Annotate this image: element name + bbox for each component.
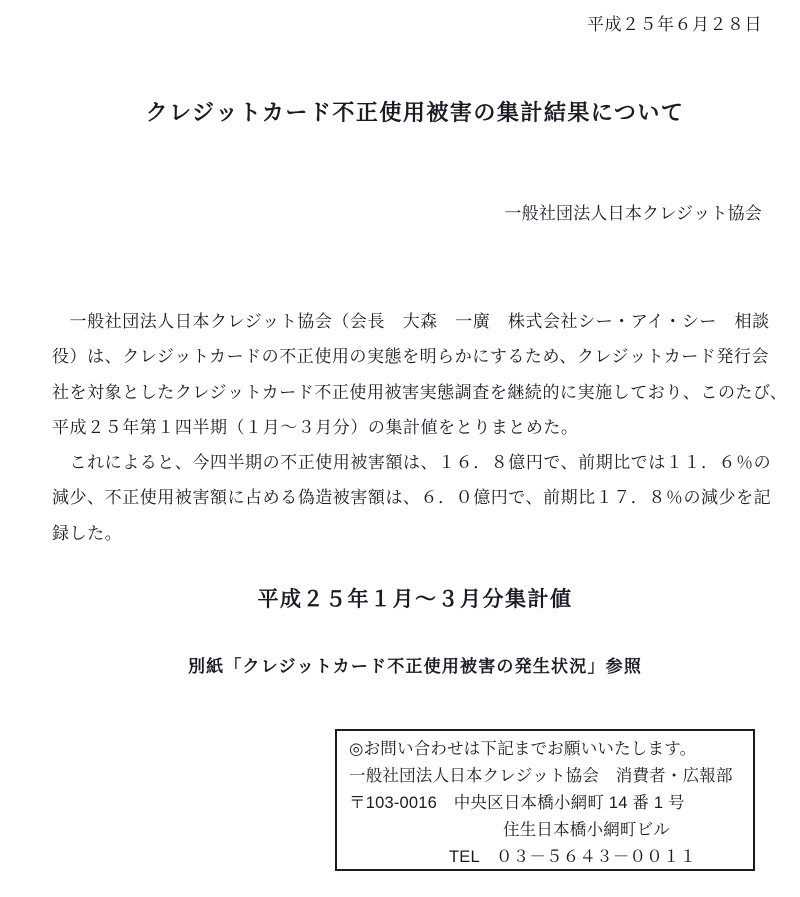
period-subheading: 平成２５年１月～３月分集計値 <box>257 588 573 611</box>
author-organization: 一般社団法人日本クレジット協会 <box>504 204 762 223</box>
contact-telephone: TEL ０３－５６４３－００１１ <box>449 848 697 866</box>
body-text <box>52 304 788 551</box>
body-line: これによると、今四半期の不正使用被害額は、１６．８億円で、前期比では１１．６％の <box>52 453 772 473</box>
body-line: 録した。 <box>52 523 123 543</box>
body-line: 減少、不正使用被害額に占める偽造被害額は、６．０億円で、前期比１７．８％の減少を記 <box>52 488 772 508</box>
contact-address: 〒103-0016 中央区日本橋小網町 14 番 1 号 <box>349 794 685 812</box>
contact-building: 住生日本橋小網町ビル <box>503 821 670 839</box>
body-line: 平成２５年第１四半期（１月～３月分）の集計値をとりまとめた。 <box>52 417 579 437</box>
body-line: 一般社団法人日本クレジット協会（会長 大森 一廣 株式会社シー・アイ・シー 相談 <box>52 312 770 331</box>
body-line: 役）は、クレジットカードの不正使用の実態を明らかにするため、クレジットカード発行会 <box>52 347 769 367</box>
contact-organization: 一般社団法人日本クレジット協会 消費者・広報部 <box>349 767 733 785</box>
document-date: 平成２５年６月２８日 <box>587 15 762 34</box>
attachment-reference: 別紙「クレジットカード不正使用被害の発生状況」参照 <box>187 657 643 676</box>
body-line: 社を対象としたクレジットカード不正使用被害実態調査を継続的に実施しており、このたび、 <box>52 382 788 402</box>
contact-info-box <box>335 729 755 871</box>
document-title: クレジットカード不正使用被害の集計結果について <box>145 100 685 125</box>
contact-notice: ◎お問い合わせは下記までお願いいたします。 <box>349 740 697 758</box>
